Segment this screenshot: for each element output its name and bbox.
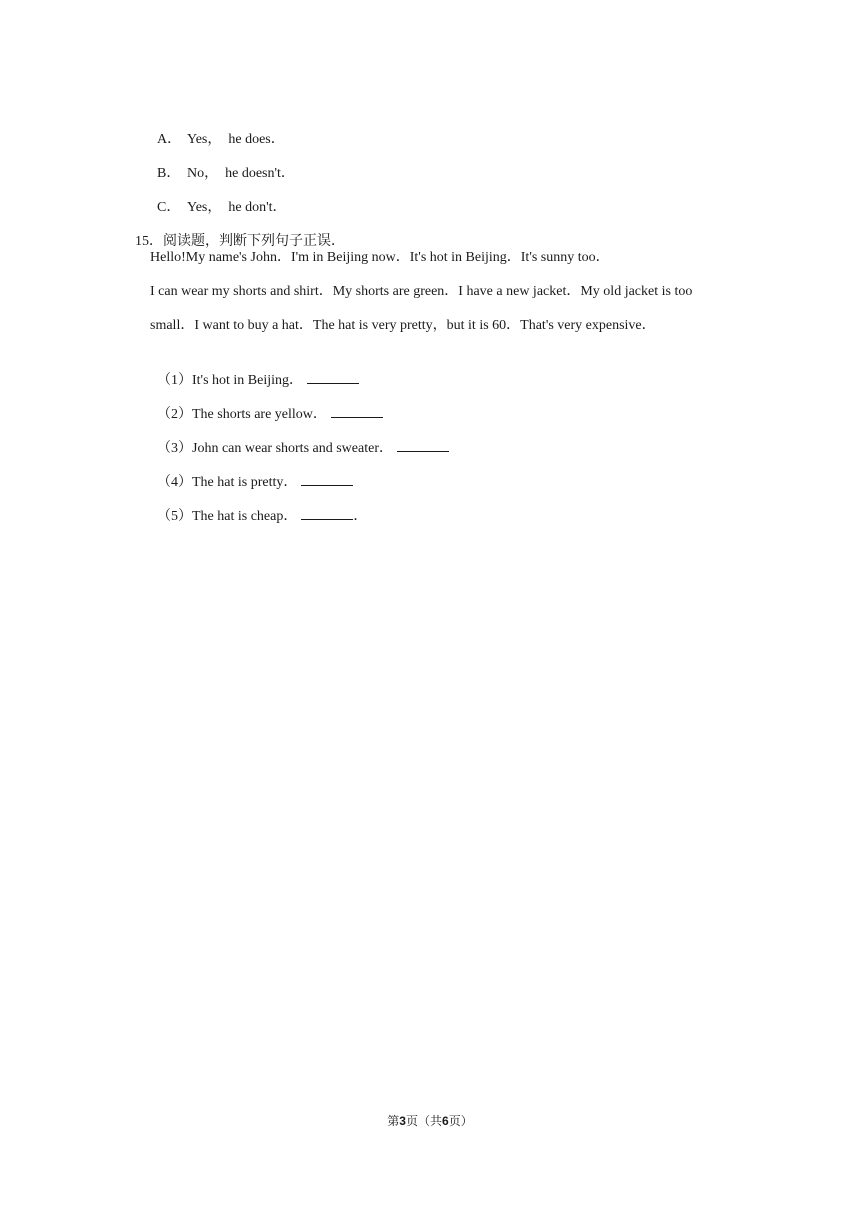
option-text: No， he doesn't． — [187, 166, 295, 181]
footer-prefix: 第 — [387, 1114, 400, 1128]
option-c — [150, 181, 287, 217]
sub-question-text: John can wear shorts and sweater． — [192, 441, 393, 456]
sub-question — [150, 487, 367, 526]
option-text: Yes， he don't． — [187, 200, 287, 215]
page-footer — [0, 1112, 860, 1129]
question-instruction: 阅读题，判断下列句子正误． — [163, 234, 345, 249]
option-text: Yes， he does． — [187, 132, 285, 147]
total-pages: 6 — [442, 1114, 449, 1128]
answer-blank[interactable] — [301, 505, 353, 520]
passage-line: small．I want to buy a hat．The hat is very pretty，but it is 60．That's very expensive． — [150, 318, 656, 333]
sub-question-label: （2） — [157, 407, 192, 422]
answer-blank[interactable] — [331, 403, 383, 418]
sub-question-label: （3） — [157, 441, 192, 456]
sub-question-label: （4） — [157, 475, 192, 490]
sub-question-text: It's hot in Beijing． — [192, 373, 304, 388]
footer-suffix: 页） — [448, 1114, 473, 1128]
page-number: 3 — [399, 1114, 406, 1128]
answer-blank[interactable] — [397, 437, 449, 452]
option-b — [150, 147, 295, 183]
passage-line: I can wear my shorts and shirt．My shorts are green．I have a new jacket．My old jacket is too — [150, 284, 693, 299]
answer-blank[interactable] — [307, 369, 359, 384]
sub-question-text: The hat is pretty． — [192, 475, 298, 490]
option-letter: B． — [157, 166, 181, 181]
sub-question-text: The hat is cheap． — [192, 509, 298, 524]
sub-question-text: The shorts are yellow． — [192, 407, 327, 422]
option-a — [150, 113, 285, 149]
sub-question-end: ． — [353, 509, 368, 524]
answer-blank[interactable] — [301, 471, 353, 486]
option-letter: A． — [157, 132, 182, 147]
question-number: 15． — [135, 234, 163, 249]
option-letter: C． — [157, 200, 181, 215]
passage-line: Hello!My name's John．I'm in Beijing now．It's hot in Beijing．It's sunny too． — [150, 250, 610, 265]
footer-middle: 页（共 — [405, 1114, 442, 1128]
question-header — [128, 215, 345, 251]
sub-question-label: （5） — [157, 509, 192, 524]
sub-question-label: （1） — [157, 373, 192, 388]
